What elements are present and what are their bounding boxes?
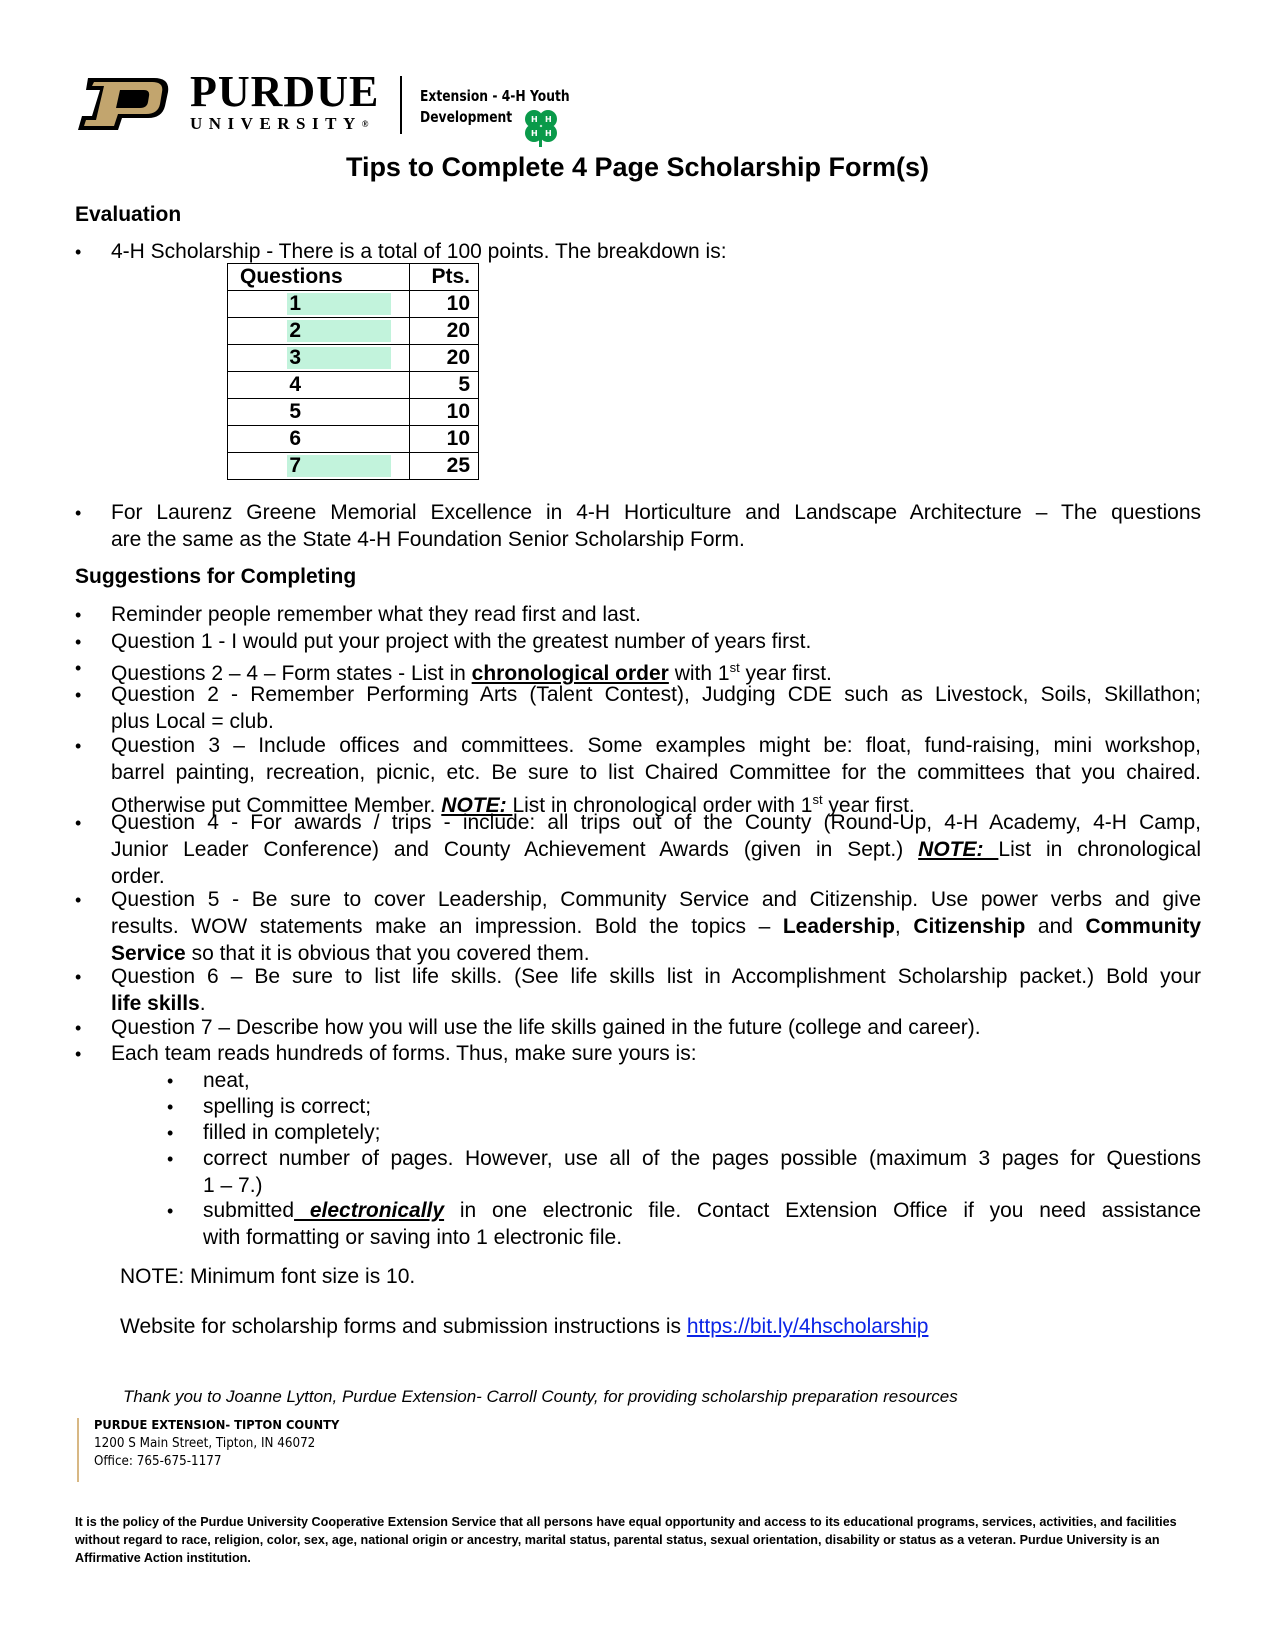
- bullet: •: [75, 658, 82, 678]
- 4h-clover-icon: [520, 106, 562, 148]
- suggestion-10: Each team reads hundreds of forms. Thus, make sure yours is:: [111, 1042, 697, 1065]
- question-cell: [228, 318, 410, 345]
- row-highlight: [287, 320, 391, 342]
- question-cell: [228, 399, 410, 426]
- bullet: •: [75, 967, 82, 987]
- bullet: •: [167, 1123, 174, 1143]
- question-number: 1: [289, 292, 301, 315]
- bullet: •: [167, 1097, 174, 1117]
- footer-phone: Office: 765-675-1177: [94, 1454, 222, 1469]
- suggestion-7: Question 5 - Be sure to cover Leadership, Community Service and Citizenship. Use power verbs and give results. WOW statements make an impression. Bold the topics – Leadership, Citizenship and Community Service so that it is obvious that you covered them.: [111, 888, 1201, 965]
- question-number: 6: [289, 427, 301, 450]
- bullet: •: [75, 890, 82, 910]
- table-row: [228, 426, 479, 453]
- bullet: •: [75, 503, 82, 523]
- table-row: [228, 345, 479, 372]
- table-header-pts: Pts.: [410, 264, 479, 291]
- svg-text:H: H: [531, 115, 538, 124]
- row-highlight: [287, 455, 391, 477]
- sub-item-spelling: spelling is correct;: [203, 1095, 372, 1118]
- footer-address: 1200 S Main Street, Tipton, IN 46072: [94, 1436, 316, 1451]
- table-row: [228, 453, 479, 480]
- question-number: 3: [289, 346, 301, 369]
- suggestion-1: Reminder people remember what they read first and last.: [111, 603, 641, 626]
- bullet: •: [167, 1201, 174, 1221]
- question-number: 4: [289, 373, 301, 396]
- question-cell: [228, 291, 410, 318]
- question-number: 7: [289, 454, 301, 477]
- bullet: •: [75, 813, 82, 833]
- table-header-questions: Questions: [228, 264, 410, 291]
- university-wordmark: UNIVERSITY®: [190, 114, 369, 133]
- suggestion-5: Question 3 – Include offices and committees. Some examples might be: float, fund-raising, mini workshop, barrel painting, recreation, picnic, etc. Be sure to list Chaired Committee for the committees that you chaired. Otherwise put Committee Member. NOTE: List in chronological order with 1st year first.: [111, 734, 1201, 817]
- suggestion-6: Question 4 - For awards / trips - include: all trips out of the County (Round-Up, 4-H Academy, 4-H Camp, Junior Leader Conference) and County Achievement Awards (given in Sept.) NOTE: List in chronological order.: [111, 811, 1202, 888]
- table-row: [228, 372, 479, 399]
- points-cell: 10: [410, 399, 479, 426]
- font-size-note: NOTE: Minimum font size is 10.: [120, 1265, 416, 1288]
- bullet: •: [75, 1044, 82, 1064]
- sub-item-filled: filled in completely;: [203, 1121, 381, 1144]
- question-cell: [228, 345, 410, 372]
- policy-statement: It is the policy of the Purdue University Cooperative Extension Service that all persons have equal opportunity and access to its educational programs, services, activities, and facilities without regard to race, religion, color, sex, age, national origin or ancestry, marital status, parental status, sexual orientation, disability or status as a veteran. Purdue University is an Affirmative Action institution.: [75, 1515, 1177, 1565]
- sub-item-submitted: submitted electronically in one electronic file. Contact Extension Office if you need assistance with formatting or saving into 1 electronic file.: [203, 1199, 1201, 1249]
- row-highlight: [287, 293, 391, 315]
- sub-item-neat: neat,: [203, 1069, 250, 1092]
- points-cell: 25: [410, 453, 479, 480]
- suggestion-4: Question 2 - Remember Performing Arts (Talent Contest), Judging CDE such as Livestock, Soils, Skillathon; plus Local = club.: [111, 683, 1201, 733]
- question-number: 2: [289, 319, 301, 342]
- evaluation-bullet-2: For Laurenz Greene Memorial Excellence in 4-H Horticulture and Landscape Architecture – The questions are the same as the State 4-H Foundation Senior Scholarship Form.: [111, 501, 1201, 551]
- suggestion-2: Question 1 - I would put your project with the greatest number of years first.: [111, 630, 812, 653]
- points-cell: 5: [410, 372, 479, 399]
- extension-label: Extension - 4-H Youth Development: [420, 87, 570, 126]
- bullet: •: [75, 736, 82, 756]
- bullet: •: [167, 1149, 174, 1169]
- evaluation-heading: Evaluation: [75, 203, 182, 226]
- points-cell: 10: [410, 291, 479, 318]
- question-number: 5: [289, 400, 301, 423]
- bullet: •: [75, 632, 82, 652]
- suggestions-heading: Suggestions for Completing: [75, 565, 357, 588]
- website-line: Website for scholarship forms and submission instructions is https://bit.ly/4hscholarship: [120, 1315, 929, 1338]
- row-highlight: [287, 347, 391, 369]
- points-table: [227, 263, 479, 480]
- suggestion-9: Question 7 – Describe how you will use the life skills gained in the future (college and career).: [111, 1016, 981, 1039]
- page-title: Tips to Complete 4 Page Scholarship Form(s): [345, 152, 930, 182]
- question-cell: [228, 453, 410, 480]
- points-cell: 20: [410, 318, 479, 345]
- bullet: •: [75, 242, 82, 262]
- bullet: •: [75, 1018, 82, 1038]
- svg-text:H: H: [545, 115, 552, 124]
- question-cell: [228, 426, 410, 453]
- purdue-wordmark: PURDUE: [190, 67, 380, 116]
- bullet: •: [75, 605, 82, 625]
- points-cell: 20: [410, 345, 479, 372]
- table-row: [228, 399, 479, 426]
- purdue-p-logo: [74, 76, 172, 132]
- sub-item-pages: correct number of pages. However, use all of the pages possible (maximum 3 pages for Questions 1 – 7.): [203, 1147, 1201, 1197]
- table-header-row: [228, 264, 479, 291]
- scholarship-link[interactable]: https://bit.ly/4hscholarship: [686, 1315, 929, 1338]
- question-cell: [228, 372, 410, 399]
- footer-accent-bar: [77, 1418, 79, 1482]
- svg-text:H: H: [531, 129, 538, 138]
- bullet: •: [75, 685, 82, 705]
- evaluation-bullet-1: 4-H Scholarship - There is a total of 100 points. The breakdown is:: [111, 240, 727, 263]
- suggestion-3: Questions 2 – 4 – Form states - List in chronological order with 1st year first.: [111, 660, 832, 685]
- thanks-note: Thank you to Joanne Lytton, Purdue Extension- Carroll County, for providing scholarship preparation resources: [123, 1387, 958, 1406]
- logo-divider: [400, 76, 402, 134]
- table-row: [228, 291, 479, 318]
- suggestion-8: Question 6 – Be sure to list life skills. (See life skills list in Accomplishment Scholarship packet.) Bold your life skills.: [111, 965, 1201, 1015]
- svg-text:H: H: [545, 129, 552, 138]
- footer-office-name: PURDUE EXTENSION- TIPTON COUNTY: [94, 1417, 340, 1432]
- points-cell: 10: [410, 426, 479, 453]
- table-row: [228, 318, 479, 345]
- bullet: •: [167, 1071, 174, 1091]
